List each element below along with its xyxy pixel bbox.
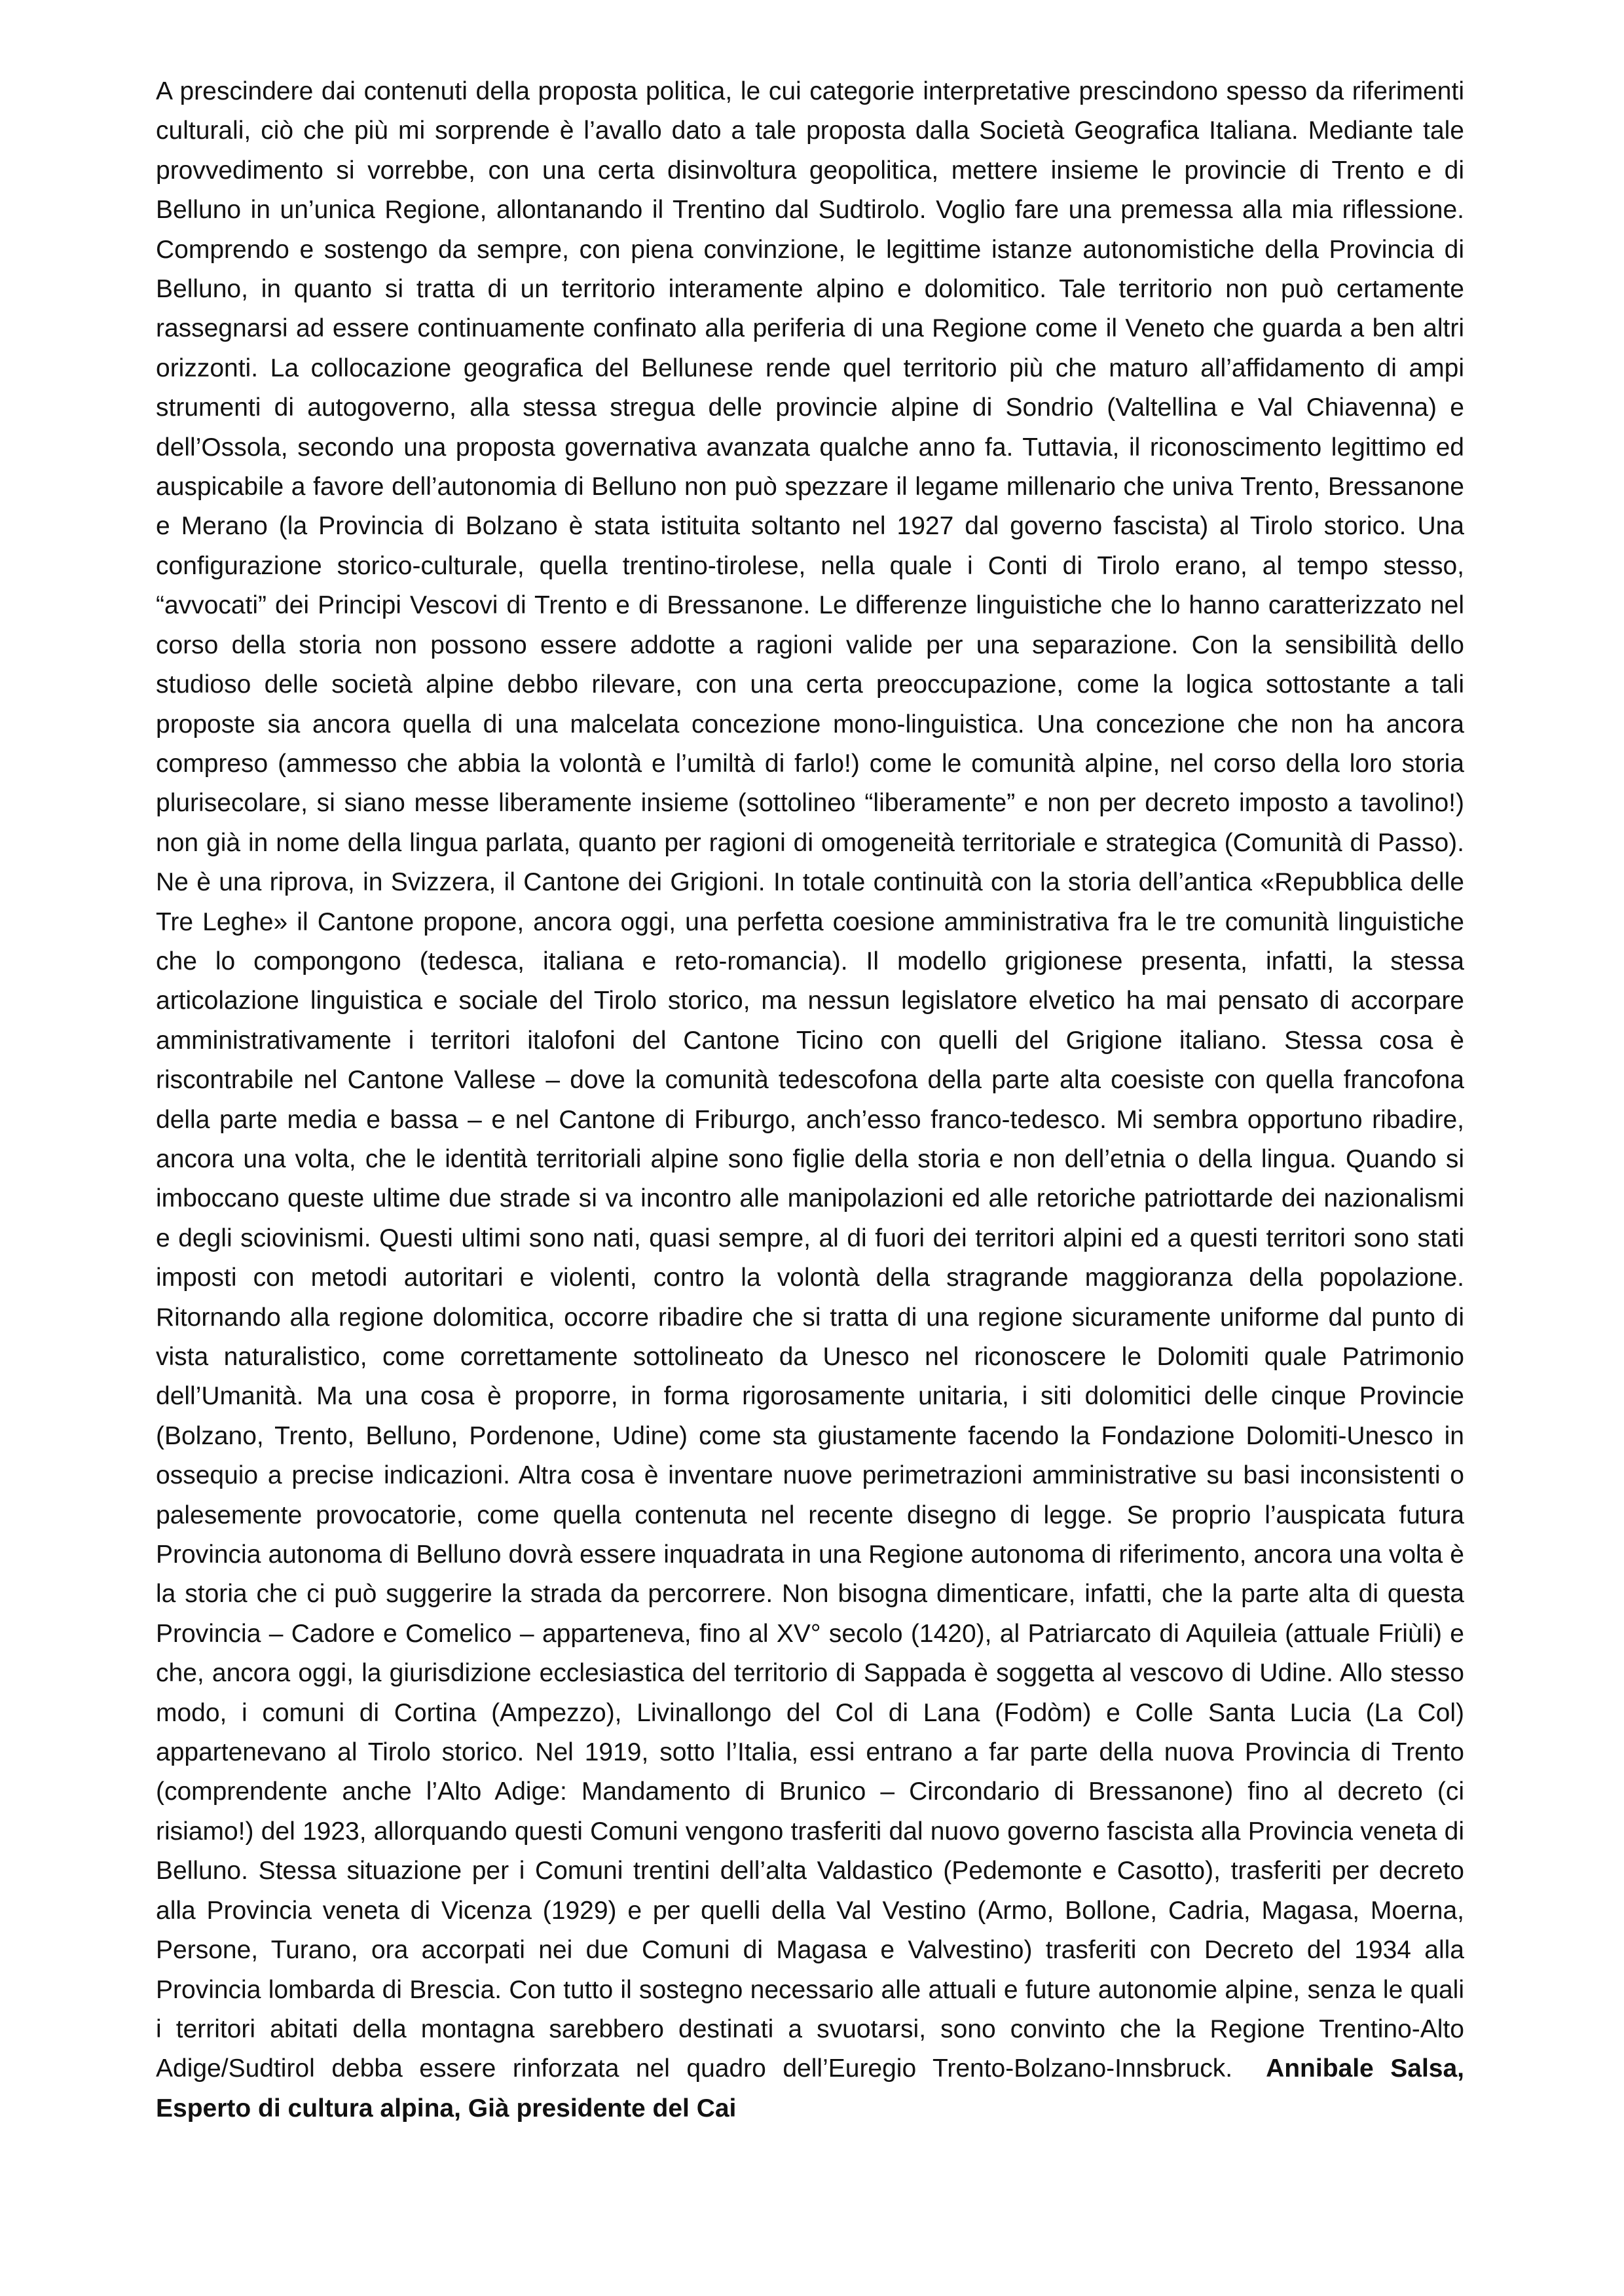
author-signature: Annibale Salsa, Esperto di cultura alpina, Già presidente del Cai <box>156 2054 1464 2123</box>
article-paragraph <box>156 72 1464 2128</box>
article-body-text: A prescindere dai contenuti della proposta politica, le cui categorie interpretative prescindono spesso da riferimenti culturali, ciò che più mi sorprende è l’avallo dato a tale proposta dalla Società Geografica Italiana. Mediante tale provvedimento si vorrebbe, con una certa disinvoltura geopolitica, mettere insieme le provincie di Trento e di Belluno in un’unica Regione, allontanando il Trentino dal Sudtirolo. Voglio fare una premessa alla mia riflessione. Comprendo e sostengo da sempre, con piena convinzione, le legittime istanze autonomistiche della Provincia di Belluno, in quanto si tratta di un territorio interamente alpino e dolomitico. Tale territorio non può certamente rassegnarsi ad essere continuamente confinato alla periferia di una Regione come il Veneto che guarda a ben altri orizzonti. La collocazione geografica del Bellunese rende quel territorio più che maturo all’affidamento di ampi strumenti di autogoverno, alla stessa stregua delle provincie alpine di Sondrio (Valtellina e Val Chiavenna) e dell’Ossola, secondo una proposta governativa avanzata qualche anno fa. Tuttavia, il riconoscimento legittimo ed auspicabile a favore dell’autonomia di Belluno non può spezzare il legame millenario che univa Trento, Bressanone e Merano (la Provincia di Bolzano è stata istituita soltanto nel 1927 dal governo fascista) al Tirolo storico. Una configurazione storico-culturale, quella trentino-tirolese, nella quale i Conti di Tirolo erano, al tempo stesso, “avvocati” dei Principi Vescovi di Trento e di Bressanone. Le differenze linguistiche che lo hanno caratterizzato nel corso della storia non possono essere addotte a ragioni valide per una separazione. Con la sensibilità dello studioso delle società alpine debbo rilevare, con una certa preoccupazione, come la logica sottostante a tali proposte sia ancora quella di una malcelata concezione mono-linguistica. Una concezione che non ha ancora compreso (ammesso che abbia la volontà e l’umiltà di farlo!) come le comunità alpine, nel corso della loro storia plurisecolare, si siano messe liberamente insieme (sottolineo “liberamente” e non per decreto imposto a tavolino!) non già in nome della lingua parlata, quanto per ragioni di omogeneità territoriale e strategica (Comunità di Passo). Ne è una riprova, in Svizzera, il Cantone dei Grigioni. In totale continuità con la storia dell’antica «Repubblica delle Tre Leghe» il Cantone propone, ancora oggi, una perfetta coesione amministrativa fra le tre comunità linguistiche che lo compongono (tedesca, italiana e reto-romancia). Il modello grigionese presenta, infatti, la stessa articolazione linguistica e sociale del Tirolo storico, ma nessun legislatore elvetico ha mai pensato di accorpare amministrativamente i territori italofoni del Cantone Ticino con quelli del Grigione italiano. Stessa cosa è riscontrabile nel Cantone Vallese – dove la comunità tedescofona della parte alta coesiste con quella francofona della parte media e bassa – e nel Cantone di Friburgo, anch’esso franco-tedesco. Mi sembra opportuno ribadire, ancora una volta, che le identità territoriali alpine sono figlie della storia e non dell’etnia o della lingua. Quando si imboccano queste ultime due strade si va incontro alle manipolazioni ed alle retoriche patriottarde dei nazionalismi e degli sciovinismi. Questi ultimi sono nati, quasi sempre, al di fuori dei territori alpini ed a questi territori sono stati imposti con metodi autoritari e violenti, contro la volontà della stragrande maggioranza della popolazione. Ritornando alla regione dolomitica, occorre ribadire che si tratta di una regione sicuramente uniforme dal punto di vista naturalistico, come correttamente sottolineato da Unesco nel riconoscere le Dolomiti quale Patrimonio dell’Umanità. Ma una cosa è proporre, in forma rigorosamente unitaria, i siti dolomitici delle cinque Provincie (Bolzano, Trento, Belluno, Pordenone, Udine) come sta giustamente facendo la Fondazione Dolomiti-Unesco in ossequio a precise indicazioni. Altra cosa è inventare nuove perimetrazioni amministrative su basi inconsistenti o palesemente provocatorie, come quella contenuta nel recente disegno di legge. Se proprio l’auspicata futura Provincia autonoma di Belluno dovrà essere inquadrata in una Regione autonoma di riferimento, ancora una volta è la storia che ci può suggerire la strada da percorrere. Non bisogna dimenticare, infatti, che la parte alta di questa Provincia – Cadore e Comelico – apparteneva, fino al XV° secolo (1420), al Patriarcato di Aquileia (attuale Friùli) e che, ancora oggi, la giurisdizione ecclesiastica del territorio di Sappada è soggetta al vescovo di Udine. Allo stesso modo, i comuni di Cortina (Ampezzo), Livinallongo del Col di Lana (Fodòm) e Colle Santa Lucia (La Col) appartenevano al Tirolo storico. Nel 1919, sotto l’Italia, essi entrano a far parte della nuova Provincia di Trento (comprendente anche l’Alto Adige: Mandamento di Brunico – Circondario di Bressanone) fino al decreto (ci risiamo!) del 1923, allorquando questi Comuni vengono trasferiti dal nuovo governo fascista alla Provincia veneta di Belluno. Stessa situazione per i Comuni trentini dell’alta Valdastico (Pedemonte e Casotto), trasferiti per decreto alla Provincia veneta di Vicenza (1929) e per quelli della Val Vestino (Armo, Bollone, Cadria, Magasa, Moerna, Persone, Turano, ora accorpati nei due Comuni di Magasa e Valvestino) trasferiti con Decreto del 1934 alla Provincia lombarda di Brescia. Con tutto il sostegno necessario alle attuali e future autonomie alpine, senza le quali i territori abitati della montagna sarebbero destinati a svuotarsi, sono convinto che la Regione Trentino-Alto Adige/Sudtirol debba essere rinforzata nel quadro dell’Euregio Trento-Bolzano-Innsbruck. <box>156 77 1464 2083</box>
document-page <box>156 72 1464 2252</box>
